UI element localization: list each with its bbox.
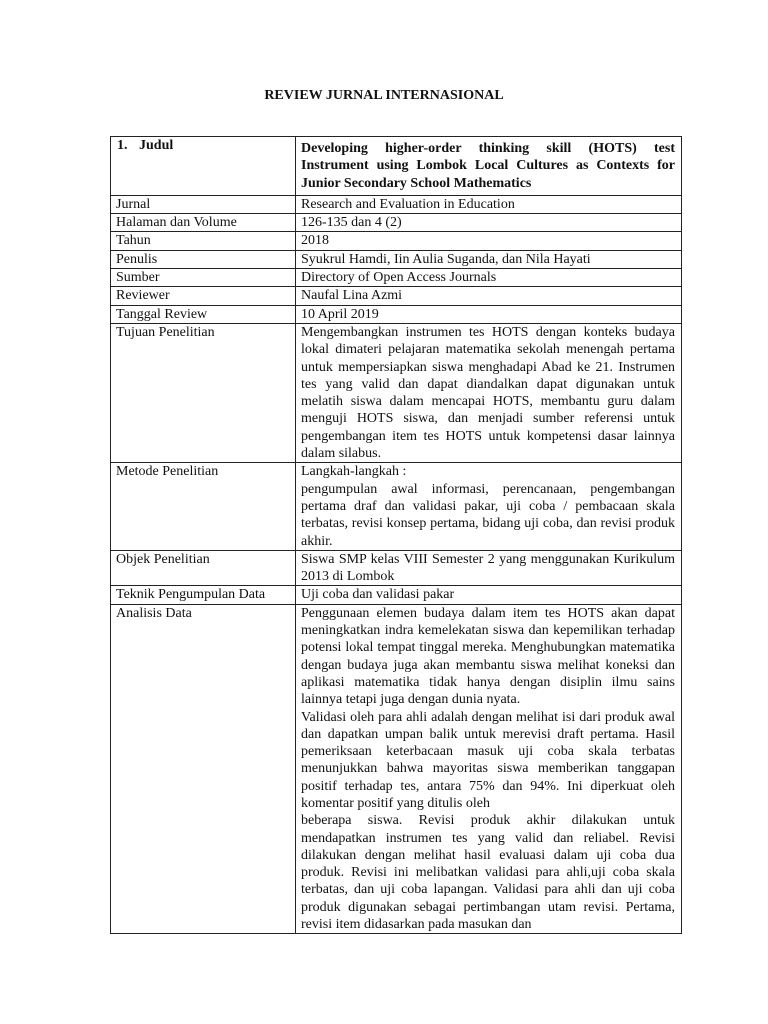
table-row-penulis	[111, 250, 682, 268]
table-row-halaman	[111, 214, 682, 232]
label-teknik: Teknik Pengumpulan Data	[111, 586, 296, 604]
row-number: 1.	[117, 138, 128, 153]
value-penulis: Syukrul Hamdi, Iin Aulia Suganda, dan Nila Hayati	[296, 250, 682, 268]
label-halaman: Halaman dan Volume	[111, 214, 296, 232]
value-tanggal: 10 April 2019	[296, 305, 682, 323]
value-judul: Developing higher-order thinking skill (HOTS) test Instrument using Lombok Local Cultures as Contexts for Junior Secondary School Mathematics	[296, 137, 682, 196]
label-metode: Metode Penelitian	[111, 463, 296, 550]
value-halaman: 126-135 dan 4 (2)	[296, 214, 682, 232]
document-title: REVIEW JURNAL INTERNASIONAL	[264, 88, 504, 103]
table-row-tanggal	[111, 305, 682, 323]
metode-heading: Langkah-langkah :	[301, 464, 407, 480]
table-row-judul	[111, 137, 682, 196]
label-sumber: Sumber	[111, 269, 296, 287]
analisis-paragraph-3: beberapa siswa. Revisi produk akhir dilakukan untuk mendapatkan instrumen tes yang valid dan reliabel. Revisi dilakukan dengan melihat hasil evaluasi dalam uji coba dua produk. Revisi ini melibatkan validasi para ahli,uji coba skala terbatas, dan uji coba lapangan. Validasi para ahli dan uji coba produk digunakan sebagai pertimbangan utam revisi. Pertama, revisi item didasarkan pada masukan dan	[301, 813, 675, 933]
value-tahun: 2018	[296, 232, 682, 250]
label-judul-text: Judul	[139, 138, 174, 153]
value-reviewer: Naufal Lina Azmi	[296, 287, 682, 305]
table-row-objek	[111, 550, 682, 586]
value-sumber: Directory of Open Access Journals	[296, 269, 682, 287]
value-jurnal: Research and Evaluation in Education	[296, 195, 682, 213]
analisis-paragraph-2: Validasi oleh para ahli adalah dengan melihat isi dari produk awal dan dapatkan umpan balik untuk merevisi draft pertama. Hasil pemeriksaan keterbacaan masuk uji coba skala terbatas menunjukkan bahwa mayoritas siswa memberikan tanggapan positif terhadap tes, antara 75% dan 94%. Ini diperkuat oleh komentar positif yang ditulis oleh	[301, 709, 675, 811]
label-objek: Objek Penelitian	[111, 550, 296, 586]
table-row-tahun	[111, 232, 682, 250]
value-objek: Siswa SMP kelas VIII Semester 2 yang menggunakan Kurikulum 2013 di Lombok	[296, 550, 682, 586]
label-analisis: Analisis Data	[111, 604, 296, 934]
table-row-metode	[111, 463, 682, 550]
value-tujuan: Mengembangkan instrumen tes HOTS dengan konteks budaya lokal dimateri pelajaran matematika sekolah menengah pertama untuk mempersiapkan siswa menghadapi Abad ke 21. Instrumen tes yang valid dan dapat diandalkan dapat digunakan untuk melatih siswa dalam mencapai HOTS, membantu guru dalam menguji HOTS siswa, dan menjadi sumber referensi untuk pengembangan item tes HOTS untuk kompetensi dasar lainnya dalam silabus.	[296, 323, 682, 462]
label-tahun: Tahun	[111, 232, 296, 250]
value-analisis	[296, 604, 682, 934]
label-penulis: Penulis	[111, 250, 296, 268]
value-metode	[296, 463, 682, 550]
label-tujuan: Tujuan Penelitian	[111, 323, 296, 462]
table-row-reviewer	[111, 287, 682, 305]
label-judul	[111, 137, 296, 196]
table-row-analisis	[111, 604, 682, 934]
value-teknik: Uji coba dan validasi pakar	[296, 586, 682, 604]
review-table	[110, 136, 682, 934]
table-row-teknik	[111, 586, 682, 604]
table-row-sumber	[111, 269, 682, 287]
analisis-paragraph-1: Penggunaan elemen budaya dalam item tes HOTS akan dapat meningkatkan indra kemelekatan siswa dan kepemilikan terhadap potensi lokal tempat tinggal mereka. Menghubungkan matematika dengan budaya juga akan membantu siswa melihat koneksi dan aplikasi matematika tidak hanya dengan disiplin ilmu sains lainnya tetapi juga dengan dunia nyata.	[301, 605, 675, 708]
label-jurnal: Jurnal	[111, 195, 296, 213]
table-row-jurnal	[111, 195, 682, 213]
table-row-tujuan	[111, 323, 682, 462]
label-reviewer: Reviewer	[111, 287, 296, 305]
metode-text: pengumpulan awal informasi, perencanaan, pengembangan pertama draf dan validasi pakar, uji coba / pembacaan skala terbatas, revisi konsep pertama, bidang uji coba, dan revisi produk akhir.	[301, 481, 675, 549]
label-tanggal: Tanggal Review	[111, 305, 296, 323]
